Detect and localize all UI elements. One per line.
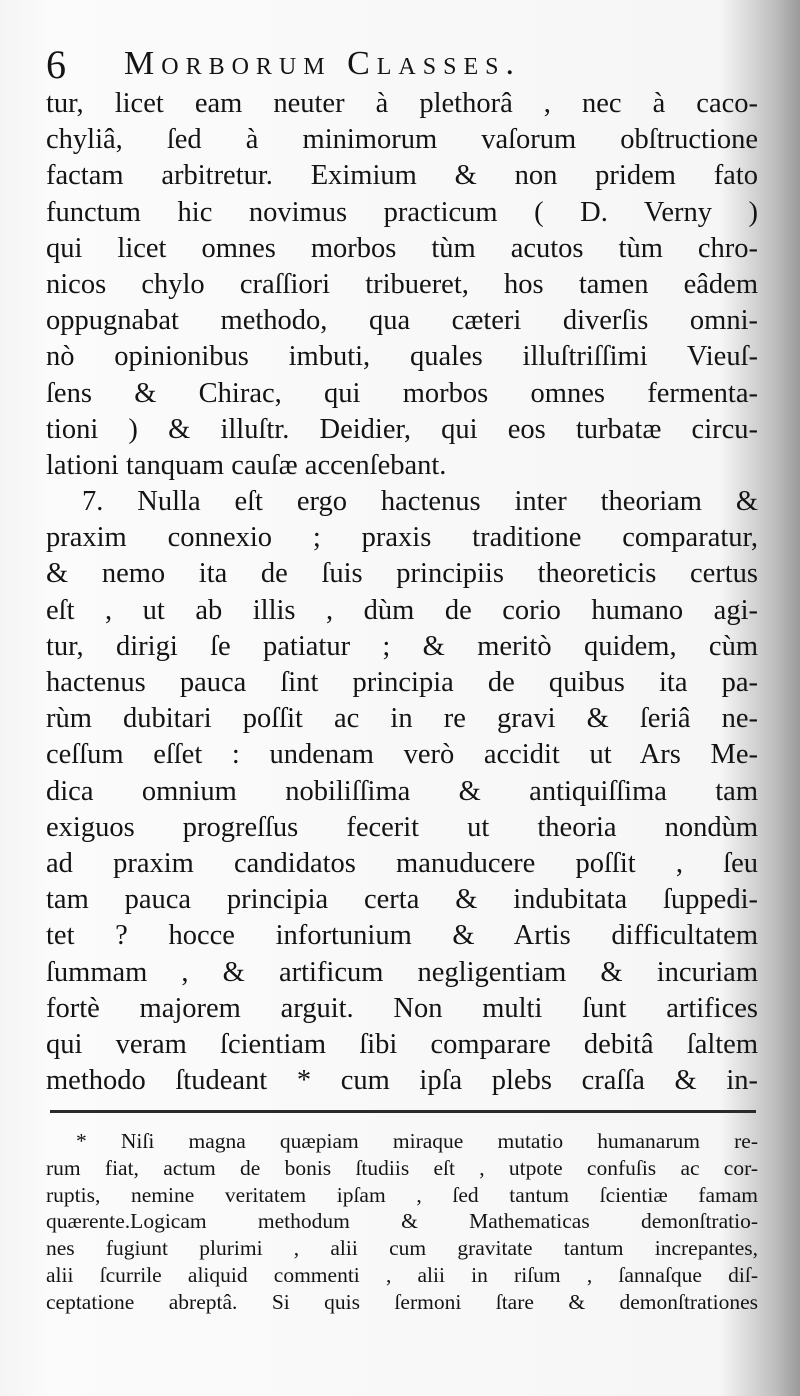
text-line: fortè majorem arguit. Non multi ſunt artifices (46, 992, 758, 1024)
footnote-block (46, 1128, 758, 1316)
page-header (46, 40, 746, 88)
text-line: chyliâ, ſed à minimorum vaſorum obſtructione (46, 124, 758, 156)
footnote-line: nes fugiunt plurimi , alii cum gravitate tantum increpantes, (46, 1236, 758, 1261)
footnote-line: quærente.Logicam methodum & Mathematicas demonſtratio- (46, 1209, 758, 1234)
footnote-line: rum fiat, actum de bonis ſtudiis eſt , utpote confuſis ac cor- (46, 1155, 758, 1180)
text-line: ſens & Chirac, qui morbos omnes fermenta- (46, 377, 758, 409)
paragraph-7-start: 7. Nulla eſt ergo hactenus inter theoriam & (82, 486, 758, 518)
text-line: lationi tanquam cauſæ accenſebant. (46, 449, 447, 481)
footnote-line: ruptis, nemine veritatem ipſam , ſed tantum ſcientiæ famam (46, 1182, 758, 1207)
text-line: factam arbitretur. Eximium & non pridem fato (46, 160, 758, 192)
footnote-line: ceptatione abreptâ. Si quis ſermoni ſtare & demonſtrationes (46, 1289, 758, 1314)
text-line: rùm dubitari poſſit ac in re gravi & ſeriâ ne- (46, 703, 758, 735)
text-line: exiguos progreſſus fecerit ut theoria nondùm (46, 811, 758, 843)
main-text-block (46, 86, 758, 1099)
text-line: methodo ſtudeant * cum ipſa plebs craſſa & in- (46, 1065, 758, 1097)
text-line: ſummam , & artificum negligentiam & incuriam (46, 956, 758, 988)
text-line: tur, dirigi ſe patiatur ; & meritò quidem, cùm (46, 630, 758, 662)
text-line: tur, licet eam neuter à plethorâ , nec à caco- (46, 88, 758, 119)
text-line: nicos chylo craſſiori tribueret, hos tamen eâdem (46, 268, 758, 300)
text-line: qui licet omnes morbos tùm acutos tùm chro- (46, 232, 758, 264)
page-number: 6 (46, 41, 66, 87)
text-line: ceſſum eſſet : undenam verò accidit ut Ars Me- (46, 739, 758, 771)
text-line: nò opinionibus imbuti, quales illuſtriſſimi Vieuſ- (46, 341, 758, 373)
text-line: oppugnabat methodo, qua cæteri diverſis omni- (46, 305, 758, 337)
text-line: eſt , ut ab illis , dùm de corio humano agi- (46, 594, 758, 626)
footnote-divider (50, 1110, 756, 1113)
text-line: dica omnium nobiliſſima & antiquiſſima tam (46, 775, 758, 807)
running-title: Morborum Classes. (124, 45, 521, 82)
text-line: ad praxim candidatos manuducere poſſit , ſeu (46, 847, 758, 879)
text-line: & nemo ita de ſuis principiis theoreticis certus (46, 558, 758, 590)
text-line: tet ? hocce infortunium & Artis difficultatem (46, 920, 758, 952)
footnote-line: alii ſcurrile aliquid commenti , alii in riſum , ſannaſque diſ- (46, 1262, 758, 1287)
text-line: tioni ) & illuſtr. Deidier, qui eos turbatæ circu- (46, 413, 758, 445)
text-line: hactenus pauca ſint principia de quibus ita pa- (46, 667, 758, 698)
text-line: functum hic novimus practicum ( D. Verny ) (46, 196, 758, 228)
text-line: praxim connexio ; praxis traditione comparatur, (46, 522, 758, 554)
footnote-line: * Niſi magna quæpiam miraque mutatio humanarum re- (76, 1129, 758, 1153)
text-line: qui veram ſcientiam ſibi comparare debitâ ſaltem (46, 1028, 758, 1060)
text-line: tam pauca principia certa & indubitata ſuppedi- (46, 884, 758, 916)
